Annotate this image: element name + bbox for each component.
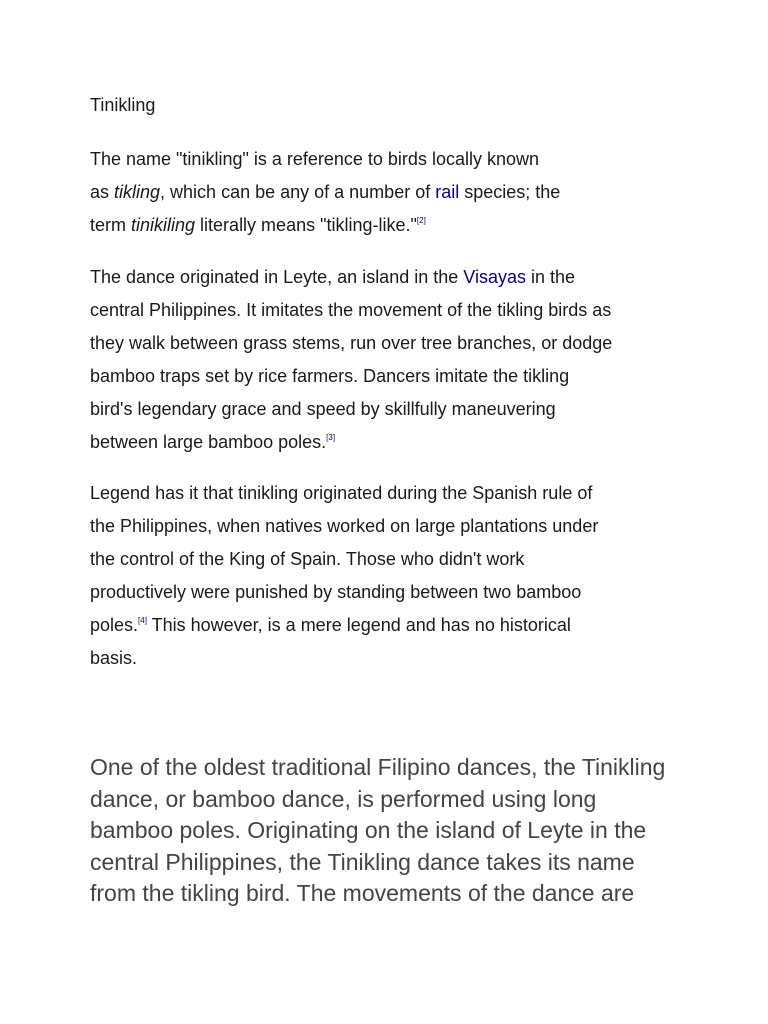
section-title: Tinikling <box>90 95 156 115</box>
text-line: productively were punished by standing between two bamboo <box>90 582 582 602</box>
link-visayas[interactable]: Visayas <box>463 267 526 287</box>
text-line: bamboo poles. Originating on the island of Leyte in the <box>90 817 647 843</box>
text-line: from the tikling bird. The movements of the dance are <box>90 880 635 906</box>
text-line: One of the oldest traditional Filipino dances, the Tinikling <box>90 754 666 780</box>
text-line: central Philippines. It imitates the movement of the tikling birds as <box>90 300 612 320</box>
text-line: between large bamboo poles.[3] <box>90 432 336 452</box>
paragraph-name-origin <box>90 143 560 242</box>
italic-term-tikling: tikling <box>114 182 161 202</box>
text-line: The dance originated in Leyte, an island in the Visayas in the <box>90 267 576 287</box>
text-line: The name "tinikling" is a reference to birds locally known <box>90 149 539 169</box>
text-line: the control of the King of Spain. Those who didn't work <box>90 549 525 569</box>
link-rail[interactable]: rail <box>435 182 460 202</box>
text-line: poles.[4] This however, is a mere legend and has no historical <box>90 615 571 635</box>
text-line: as tikling, which can be any of a number of rail species; the <box>90 182 561 202</box>
text-line: bamboo traps set by rice farmers. Dancers imitate the tikling <box>90 366 570 386</box>
text-line: bird's legendary grace and speed by skillfully maneuvering <box>90 399 556 419</box>
italic-term-tinikiling: tinikiling <box>131 215 196 235</box>
text-line: basis. <box>90 648 138 668</box>
paragraph-dance-origin <box>90 261 612 459</box>
citation-link-2[interactable]: [2] <box>416 216 426 225</box>
paragraph-large-intro <box>90 752 665 910</box>
text-line: term tinikiling literally means "tikling-like."[2] <box>90 215 426 235</box>
citation-link-3[interactable]: [3] <box>326 433 336 442</box>
paragraph-legend <box>90 477 598 675</box>
text-line: the Philippines, when natives worked on large plantations under <box>90 516 599 536</box>
text-line: central Philippines, the Tinikling dance takes its name <box>90 848 635 875</box>
text-line: they walk between grass stems, run over tree branches, or dodge <box>90 333 613 353</box>
text-line: dance, or bamboo dance, is performed using long <box>90 785 597 812</box>
citation-link-4[interactable]: [4] <box>138 616 147 625</box>
text-line: Legend has it that tinikling originated during the Spanish rule of <box>90 483 593 503</box>
